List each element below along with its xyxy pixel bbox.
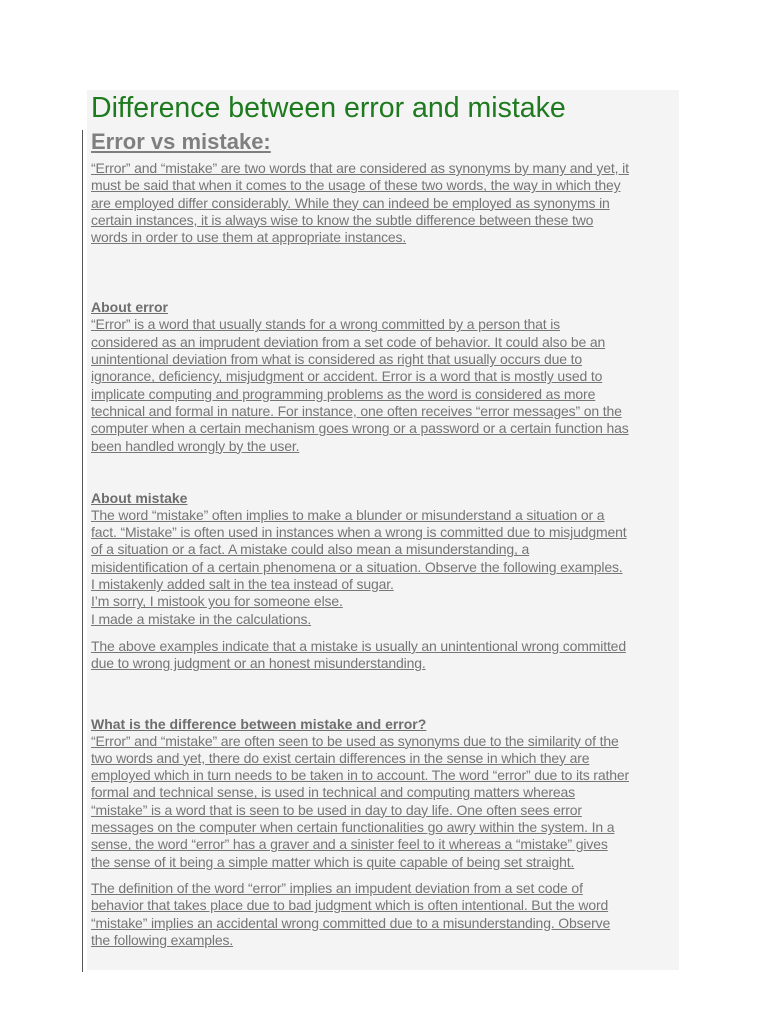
about-mistake-line: of a situation or a fact. A mistake could also mean a misunderstanding, a xyxy=(91,541,530,558)
intro-line: are employed differ considerably. While they can indeed be employed as synonyms in xyxy=(91,194,610,211)
mistake-summary-line: The above examples indicate that a mistake is usually an unintentional wrong committed xyxy=(91,637,626,654)
about-mistake-paragraph xyxy=(91,507,679,628)
intro-line: words in order to use them at appropriate instances. xyxy=(91,229,407,246)
mistake-summary-paragraph xyxy=(91,638,679,673)
difference-paragraph xyxy=(91,733,679,871)
left-margin-rule xyxy=(82,130,83,972)
mistake-summary-line: due to wrong judgment or an honest misunderstanding. xyxy=(91,655,426,672)
difference-line: employed which in turn needs to be taken in to account. The word “error” due to its rather xyxy=(91,767,629,784)
difference-line: sense, the word “error” has a graver and a sinister feel to it whereas a “mistake” gives xyxy=(91,836,608,853)
about-mistake-line: fact. “Mistake” is often used in instances when a wrong is committed due to misjudgment xyxy=(91,524,627,541)
page-title: Difference between error and mistake xyxy=(91,92,566,124)
about-error-line: computer when a certain mechanism goes wrong or a password or a certain function has xyxy=(91,420,629,437)
intro-paragraph xyxy=(91,160,679,246)
example-sentence: I’m sorry, I mistook you for someone else. xyxy=(91,593,343,610)
definition-line: “mistake” implies an accidental wrong committed due to a misunderstanding. Observe xyxy=(91,914,611,931)
spacer-line xyxy=(91,686,679,703)
about-error-line: considered as an imprudent deviation from a set code of behavior. It could also be an xyxy=(91,333,606,350)
difference-line: “Error” and “mistake” are often seen to be used as synonyms due to the similarity of the xyxy=(91,732,619,749)
section-subtitle: Error vs mistake: xyxy=(91,129,271,154)
about-mistake-line: The word “mistake” often implies to make a blunder or misunderstand a situation or a xyxy=(91,506,605,523)
spacer-line xyxy=(91,467,679,484)
definition-line: the following examples. xyxy=(91,931,234,948)
about-error-line: technical and formal in nature. For instance, one often receives “error messages” on the xyxy=(91,402,622,419)
about-mistake-line: misidentification of a certain phenomena or a situation. Observe the following examples. xyxy=(91,558,623,575)
example-sentence: I made a mistake in the calculations. xyxy=(91,610,312,627)
difference-line: formal and technical sense, is used in technical and computing matters whereas xyxy=(91,784,576,801)
difference-heading: What is the difference between mistake and error? xyxy=(91,715,427,732)
about-mistake-heading: About mistake xyxy=(91,489,188,506)
definition-line: behavior that takes place due to bad judgment which is often intentional. But the word xyxy=(91,897,609,914)
intro-line: must be said that when it comes to the usage of these two words, the way in which they xyxy=(91,177,621,194)
definition-line: The definition of the word “error” implies an impudent deviation from a set code of xyxy=(91,879,583,896)
about-error-heading: About error xyxy=(91,299,168,316)
about-error-line: “Error” is a word that usually stands for a wrong committed by a person that is xyxy=(91,316,561,333)
about-error-line: implicate computing and programming problems as the word is considered as more xyxy=(91,385,596,402)
intro-line: “Error” and “mistake” are two words that are considered as synonyms by many and yet, it xyxy=(91,160,629,176)
about-error-paragraph xyxy=(91,316,679,454)
difference-line: the sense of it being a simple matter which is quite capable of being set straight. xyxy=(91,853,575,870)
spacer-line xyxy=(91,259,679,276)
document-content xyxy=(91,90,679,949)
intro-line: certain instances, it is always wise to know the subtle difference between these two xyxy=(91,211,594,228)
definition-paragraph xyxy=(91,880,679,949)
about-error-line: ignorance, deficiency, misjudgment or accident. Error is a word that is mostly used to xyxy=(91,368,603,385)
difference-line: messages on the computer when certain functionalities go awry within the system. In a xyxy=(91,819,615,836)
about-error-line: been handled wrongly by the user. xyxy=(91,437,300,454)
difference-line: two words and yet, there do exist certain differences in the sense in which they are xyxy=(91,749,590,766)
example-sentence: I mistakenly added salt in the tea instead of sugar. xyxy=(91,576,394,593)
about-error-line: unintentional deviation from what is considered as right that usually occurs due to xyxy=(91,351,583,368)
difference-line: “mistake” is a word that is seen to be used in day to day life. One often sees error xyxy=(91,801,582,818)
